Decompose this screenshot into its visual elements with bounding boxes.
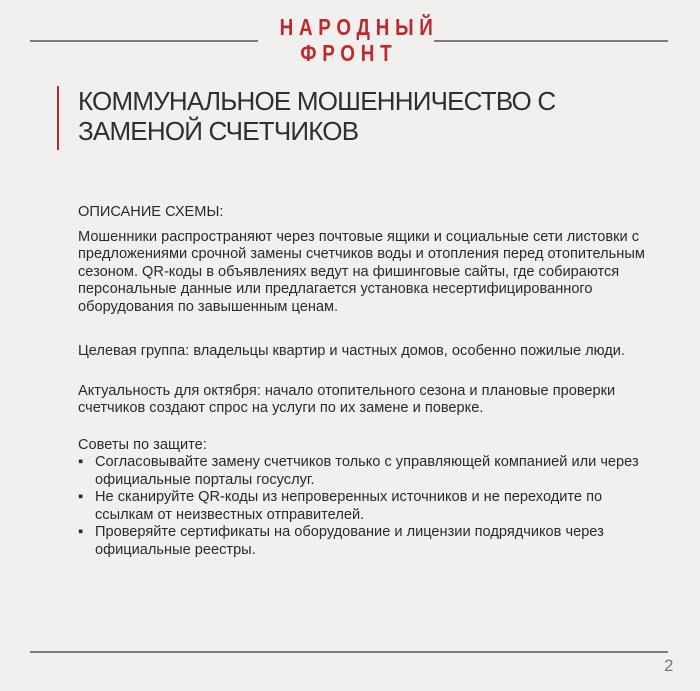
scheme-description (78, 229, 678, 317)
tip-line: Не сканируйте QR-коды из непроверенных источников и не переходите по (95, 489, 603, 505)
tip-item (78, 489, 678, 524)
tip-line: официальные реестры. (95, 541, 256, 558)
scheme-line: сезоном. QR-коды в объявлениях ведут на фишинговые сайты, где собираются (78, 263, 620, 280)
tip-line: Проверяйте сертификаты на оборудование и лицензии подрядчиков через (95, 524, 604, 540)
relevance-line: счетчиков создают спрос на услуги по их замене и поверке. (78, 400, 484, 416)
page-number: 2 (664, 656, 674, 675)
header-rule-right (434, 40, 668, 42)
tip-line: Согласовывайте замену счетчиков только с управляющей компанией или через (95, 454, 639, 470)
tip-item (78, 524, 678, 559)
scheme-heading: ОПИСАНИЕ СХЕМЫ: (78, 204, 224, 220)
content (78, 204, 678, 559)
logo-line-1: НАРОДНЫЙ (279, 14, 439, 40)
spacer (78, 316, 678, 333)
logo-line-2: ФРОНТ (300, 40, 398, 66)
scheme-line: Мошенники распространяют через почтовые ящики и социальные сети листовки с (78, 228, 640, 245)
tip-line: ссылкам от неизвестных отправителей. (95, 506, 365, 523)
tips-list (78, 454, 678, 559)
relevance-line: Актуальность для октября: начало отопительного сезона и плановые проверки (78, 382, 616, 399)
relevance (78, 383, 678, 418)
bullet-icon: ▪ (78, 454, 84, 470)
spacer (78, 361, 678, 383)
title-line-1: КОММУНАЛЬНОЕ МОШЕННИЧЕСТВО С (78, 86, 556, 116)
scheme-line: персональные данные или предлагается установка несертифицированного (78, 281, 593, 297)
title-line-2: ЗАМЕНОЙ СЧЕТЧИКОВ (78, 116, 359, 146)
scheme-line: предложениями срочной замены счетчиков воды и отопления перед отопительным (78, 246, 645, 262)
tips-heading: Советы по защите: (78, 436, 207, 453)
target-group: Целевая группа: владельцы квартир и частных домов, особенно пожилые люди. (78, 343, 625, 359)
page-title (78, 86, 555, 146)
tip-line: официальные порталы госуслуг. (95, 471, 315, 488)
scheme-line: оборудования по завышенным ценам. (78, 298, 339, 315)
header-rule-left (30, 40, 258, 42)
bullet-icon: ▪ (78, 489, 84, 505)
tip-item (78, 454, 678, 489)
logo (274, 14, 439, 66)
bullet-icon: ▪ (78, 524, 84, 540)
title-accent-bar (57, 86, 59, 150)
footer-rule (30, 651, 668, 653)
spacer (78, 418, 678, 437)
